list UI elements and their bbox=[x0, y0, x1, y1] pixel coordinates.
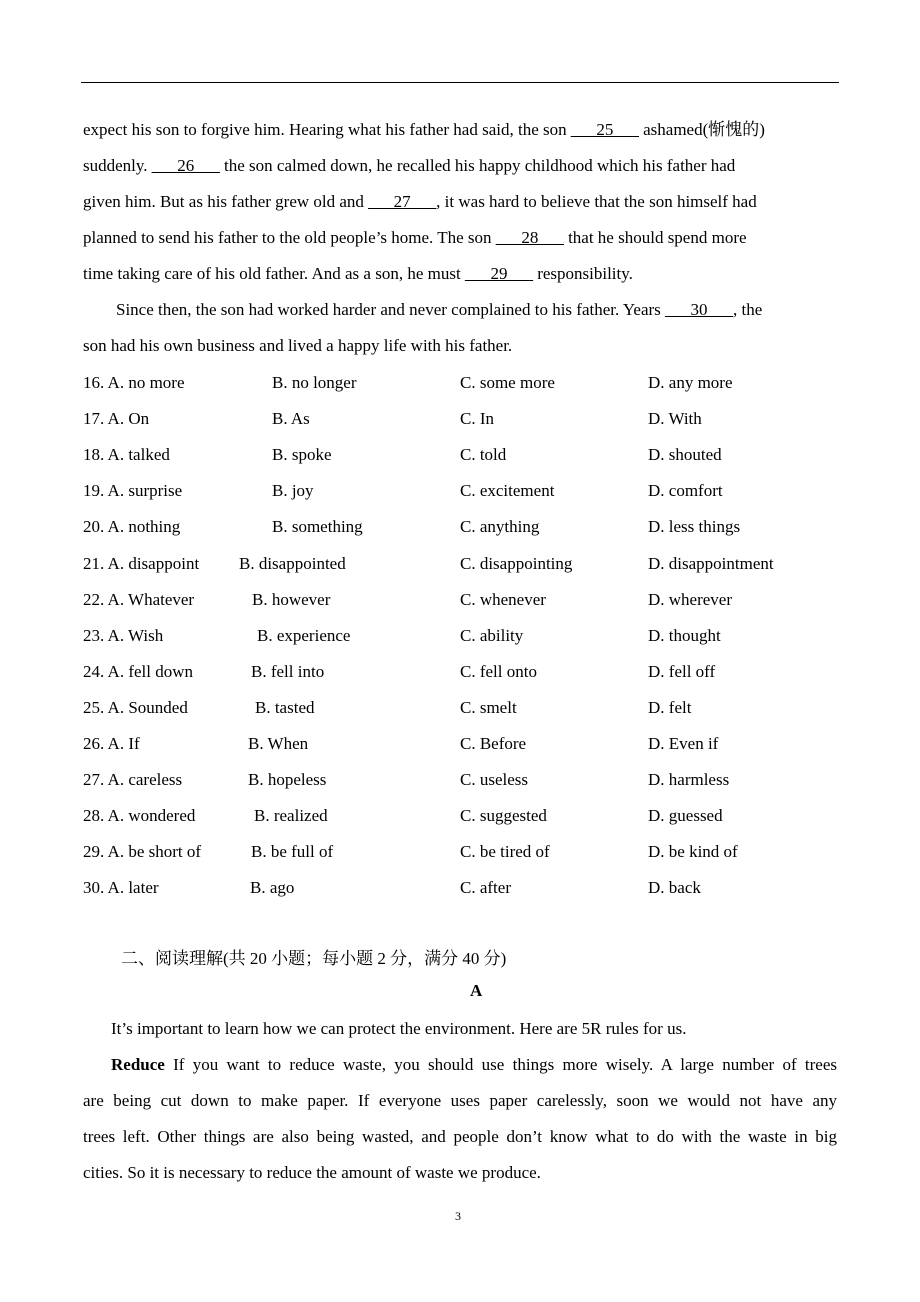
option-c-q28: C. suggested bbox=[460, 806, 547, 825]
option-b-q26: B. When bbox=[248, 734, 309, 753]
option-c-q23: C. ability bbox=[460, 626, 524, 645]
option-b-q19: B. joy bbox=[272, 481, 314, 500]
option-d-q16: D. any more bbox=[648, 373, 733, 392]
reduce-line: trees left. Other things are also being wasted, and people don’t know what to do with the waste in big bbox=[83, 1127, 837, 1146]
option-c-q30: C. after bbox=[460, 878, 511, 897]
blank-27: ___27___ bbox=[368, 192, 437, 211]
reduce-line: Reduce If you want to reduce waste, you should use things more wisely. A large number of trees bbox=[111, 1055, 837, 1074]
blank-30: ___30___ bbox=[665, 300, 734, 319]
option-b-q28: B. realized bbox=[254, 806, 328, 825]
option-a-q16: 16. A. no more bbox=[83, 373, 185, 392]
option-a-q18: 18. A. talked bbox=[83, 445, 170, 464]
option-b-q20: B. something bbox=[272, 517, 363, 536]
option-a-q30: 30. A. later bbox=[83, 878, 159, 897]
option-b-q21: B. disappointed bbox=[239, 554, 346, 573]
option-c-q24: C. fell onto bbox=[460, 662, 537, 681]
option-a-q29: 29. A. be short of bbox=[83, 842, 202, 861]
option-c-q20: C. anything bbox=[460, 517, 540, 536]
option-d-q19: D. comfort bbox=[648, 481, 723, 500]
reduce-line: cities. So it is necessary to reduce the amount of waste we produce. bbox=[83, 1163, 541, 1182]
page-number: 3 bbox=[455, 1209, 461, 1223]
option-a-q17: 17. A. On bbox=[83, 409, 150, 428]
option-c-q16: C. some more bbox=[460, 373, 555, 392]
passage-line: given him. But as his father grew old and ___27___, it was hard to believe that the son himself had bbox=[83, 192, 757, 211]
option-b-q18: B. spoke bbox=[272, 445, 332, 464]
option-a-q24: 24. A. fell down bbox=[83, 662, 194, 681]
reduce-line: are being cut down to make paper. If everyone uses paper carelessly, soon we would not have any bbox=[83, 1091, 837, 1110]
option-c-q17: C. In bbox=[460, 409, 494, 428]
option-b-q29: B. be full of bbox=[251, 842, 334, 861]
option-d-q25: D. felt bbox=[648, 698, 692, 717]
header-rule bbox=[81, 82, 839, 83]
option-c-q19: C. excitement bbox=[460, 481, 555, 500]
passage-line: expect his son to forgive him. Hearing what his father had said, the son ___25___ ashamed(惭愧的) bbox=[83, 120, 765, 139]
option-d-q21: D. disappointment bbox=[648, 554, 774, 573]
option-d-q22: D. wherever bbox=[648, 590, 733, 609]
option-a-q26: 26. A. If bbox=[83, 734, 140, 753]
passage-line: suddenly. ___26___ the son calmed down, he recalled his happy childhood which his father had bbox=[83, 156, 736, 175]
option-c-q29: C. be tired of bbox=[460, 842, 550, 861]
option-b-q25: B. tasted bbox=[255, 698, 315, 717]
blank-28: ___28___ bbox=[495, 228, 564, 247]
blank-26: ___26___ bbox=[151, 156, 220, 175]
option-d-q20: D. less things bbox=[648, 517, 741, 536]
option-b-q16: B. no longer bbox=[272, 373, 357, 392]
option-d-q23: D. thought bbox=[648, 626, 721, 645]
part-label: A bbox=[470, 981, 483, 1000]
passage-line: son had his own business and lived a happy life with his father. bbox=[83, 336, 513, 355]
option-b-q22: B. however bbox=[252, 590, 331, 609]
section-heading: 二、阅读理解(共 20 小题；每小题 2 分，满分 40 分) bbox=[121, 949, 507, 968]
option-c-q22: C. whenever bbox=[460, 590, 546, 609]
option-a-q21: 21. A. disappoint bbox=[83, 554, 200, 573]
option-c-q26: C. Before bbox=[460, 734, 527, 753]
passage-line: planned to send his father to the old people’s home. The son ___28___ that he should spend more bbox=[83, 228, 747, 247]
option-a-q23: 23. A. Wish bbox=[83, 626, 164, 645]
option-d-q27: D. harmless bbox=[648, 770, 730, 789]
option-c-q18: C. told bbox=[460, 445, 507, 464]
option-a-q27: 27. A. careless bbox=[83, 770, 183, 789]
option-b-q23: B. experience bbox=[257, 626, 351, 645]
option-d-q18: D. shouted bbox=[648, 445, 722, 464]
option-a-q28: 28. A. wondered bbox=[83, 806, 196, 825]
option-c-q25: C. smelt bbox=[460, 698, 517, 717]
option-b-q27: B. hopeless bbox=[248, 770, 327, 789]
option-b-q17: B. As bbox=[272, 409, 310, 428]
blank-29: ___29___ bbox=[464, 264, 533, 283]
option-b-q24: B. fell into bbox=[251, 662, 325, 681]
option-d-q24: D. fell off bbox=[648, 662, 716, 681]
option-a-q25: 25. A. Sounded bbox=[83, 698, 188, 717]
option-d-q30: D. back bbox=[648, 878, 701, 897]
option-d-q28: D. guessed bbox=[648, 806, 723, 825]
passage-line: Since then, the son had worked harder and never complained to his father. Years ___30___, the bbox=[116, 300, 763, 319]
option-d-q29: D. be kind of bbox=[648, 842, 738, 861]
option-a-q19: 19. A. surprise bbox=[83, 481, 183, 500]
intro-paragraph: It’s important to learn how we can protect the environment. Here are 5R rules for us. bbox=[111, 1019, 687, 1038]
option-b-q30: B. ago bbox=[250, 878, 295, 897]
blank-25: ___25___ bbox=[570, 120, 639, 139]
option-c-q27: C. useless bbox=[460, 770, 528, 789]
option-d-q17: D. With bbox=[648, 409, 702, 428]
option-d-q26: D. Even if bbox=[648, 734, 719, 753]
option-c-q21: C. disappointing bbox=[460, 554, 573, 573]
option-a-q22: 22. A. Whatever bbox=[83, 590, 195, 609]
option-a-q20: 20. A. nothing bbox=[83, 517, 181, 536]
reduce-label: Reduce bbox=[111, 1055, 165, 1074]
passage-line: time taking care of his old father. And as a son, he must ___29___ responsibility. bbox=[83, 264, 633, 283]
